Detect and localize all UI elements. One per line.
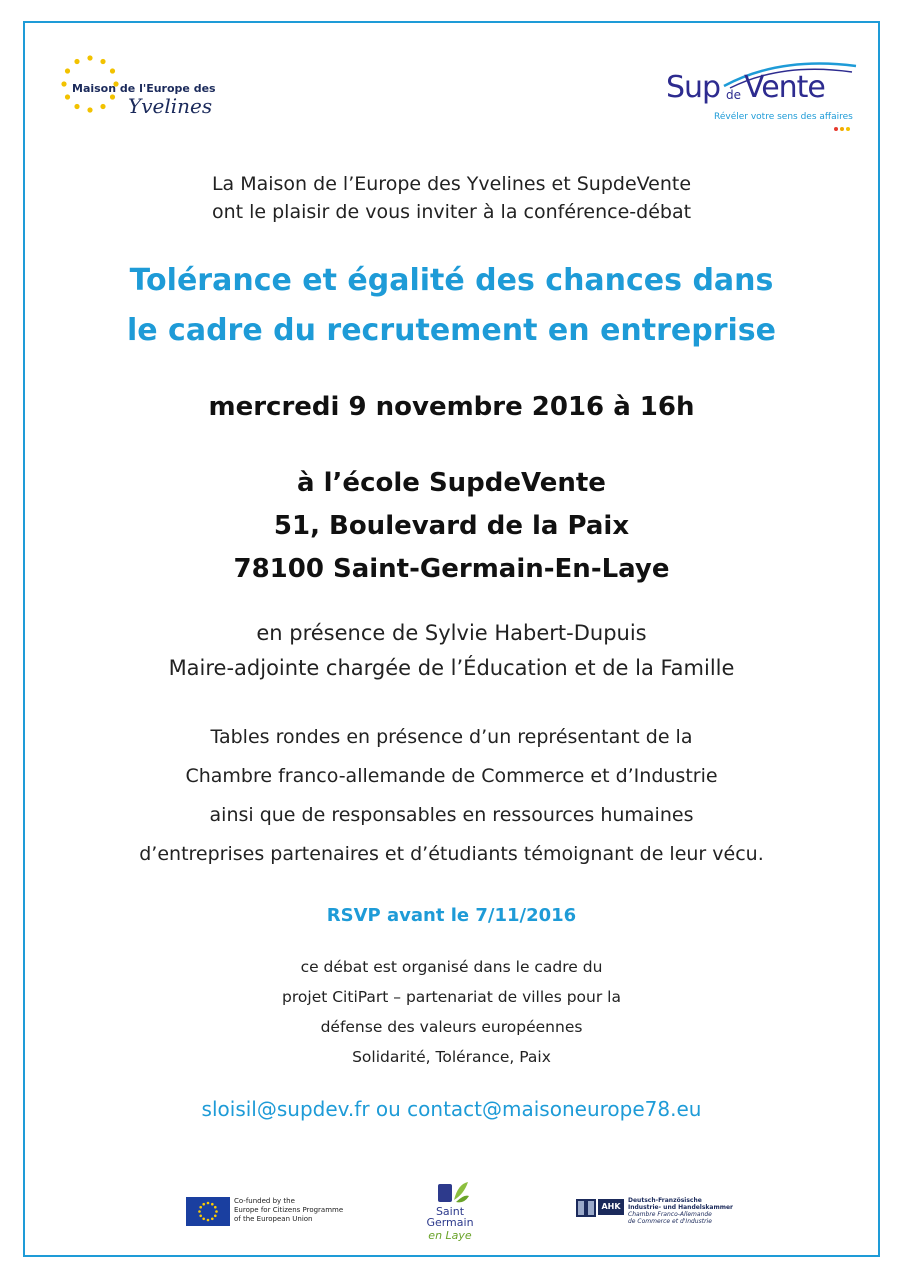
ahk-logo bbox=[576, 1197, 734, 1227]
address-line-3: 78100 Saint-Germain-En-Laye bbox=[233, 554, 670, 584]
eu-text-line-1: Co-funded by the bbox=[234, 1197, 295, 1205]
org-line-4: Solidarité, Tolérance, Paix bbox=[352, 1048, 551, 1066]
tables-line-3: ainsi que de responsables en ressources humaines bbox=[209, 804, 694, 826]
ahk-line-1: Deutsch-Französische bbox=[628, 1197, 702, 1204]
event-date: mercredi 9 novembre 2016 à 16h bbox=[208, 392, 695, 422]
title-line-1: Tolérance et égalité des chances dans bbox=[129, 263, 774, 298]
title-line-2: le cadre du recrutement en entreprise bbox=[126, 313, 777, 348]
ahk-line-3: Chambre Franco-Allemande bbox=[628, 1211, 712, 1218]
supdevente-vente: Vente bbox=[744, 70, 825, 105]
intro-text bbox=[0, 170, 903, 226]
organisation-text bbox=[0, 952, 903, 1072]
tagline-dots-icon bbox=[834, 116, 852, 135]
eu-cofunded-text bbox=[234, 1197, 343, 1224]
saint-germain-text bbox=[420, 1206, 480, 1228]
org-line-3: défense des valeurs européennes bbox=[320, 1018, 583, 1036]
supdevente-logo bbox=[660, 60, 860, 130]
maison-europe-logo bbox=[58, 52, 248, 132]
presence-line-2: Maire-adjointe chargée de l’Éducation et de la Famille bbox=[168, 656, 735, 680]
tables-line-2: Chambre franco-allemande de Commerce et d’Industrie bbox=[185, 765, 718, 787]
maison-europe-logo-line1: Maison de l'Europe des bbox=[72, 82, 216, 95]
eu-flag-icon bbox=[186, 1197, 230, 1226]
intro-line-1: La Maison de l’Europe des Yvelines et SupdeVente bbox=[211, 173, 692, 195]
presence-text bbox=[0, 616, 903, 686]
supdevente-de: de bbox=[726, 88, 741, 102]
ahk-flag-icon bbox=[576, 1199, 596, 1217]
ahk-badge: AHK bbox=[598, 1199, 624, 1215]
eu-text-line-3: of the European Union bbox=[234, 1215, 313, 1223]
eu-text-line-2: Europe for Citizens Programme bbox=[234, 1206, 344, 1214]
tables-line-4: d’entreprises partenaires et d’étudiants témoignant de leur vécu. bbox=[139, 843, 764, 865]
presence-line-1: en présence de Sylvie Habert-Dupuis bbox=[256, 621, 647, 645]
intro-line-2: ont le plaisir de vous inviter à la conférence-débat bbox=[211, 201, 692, 223]
address-line-1: à l’école SupdeVente bbox=[297, 468, 606, 498]
supdevente-sup: Sup bbox=[666, 70, 721, 105]
ahk-line-2: Industrie- und Handelskammer bbox=[628, 1204, 734, 1211]
supdevente-tagline: Révéler votre sens des affaires bbox=[714, 112, 853, 122]
org-line-1: ce débat est organisé dans le cadre du bbox=[300, 958, 603, 976]
address-line-2: 51, Boulevard de la Paix bbox=[273, 511, 630, 541]
contact-emails[interactable]: sloisil@supdev.fr ou contact@maisoneurope78.eu bbox=[201, 1097, 702, 1121]
tables-line-1: Tables rondes en présence d’un représentant de la bbox=[210, 726, 693, 748]
sgl-line-2: Germain bbox=[426, 1216, 474, 1229]
rsvp-deadline: RSVP avant le 7/11/2016 bbox=[326, 905, 577, 926]
event-address bbox=[0, 462, 903, 591]
round-tables-text bbox=[0, 718, 903, 874]
city-crest-icon bbox=[434, 1180, 470, 1206]
eu-cofunded-logo bbox=[186, 1197, 376, 1227]
org-line-2: projet CitiPart – partenariat de villes pour la bbox=[282, 988, 621, 1006]
conference-title bbox=[0, 256, 903, 356]
maison-europe-logo-line2: Yvelines bbox=[128, 94, 213, 118]
sgl-line-1: Saint bbox=[435, 1205, 465, 1218]
saint-germain-logo bbox=[420, 1180, 480, 1245]
ahk-text bbox=[628, 1197, 733, 1225]
ahk-line-4: de Commerce et d'Industrie bbox=[628, 1218, 712, 1225]
en-laye-text: en Laye bbox=[428, 1229, 472, 1242]
